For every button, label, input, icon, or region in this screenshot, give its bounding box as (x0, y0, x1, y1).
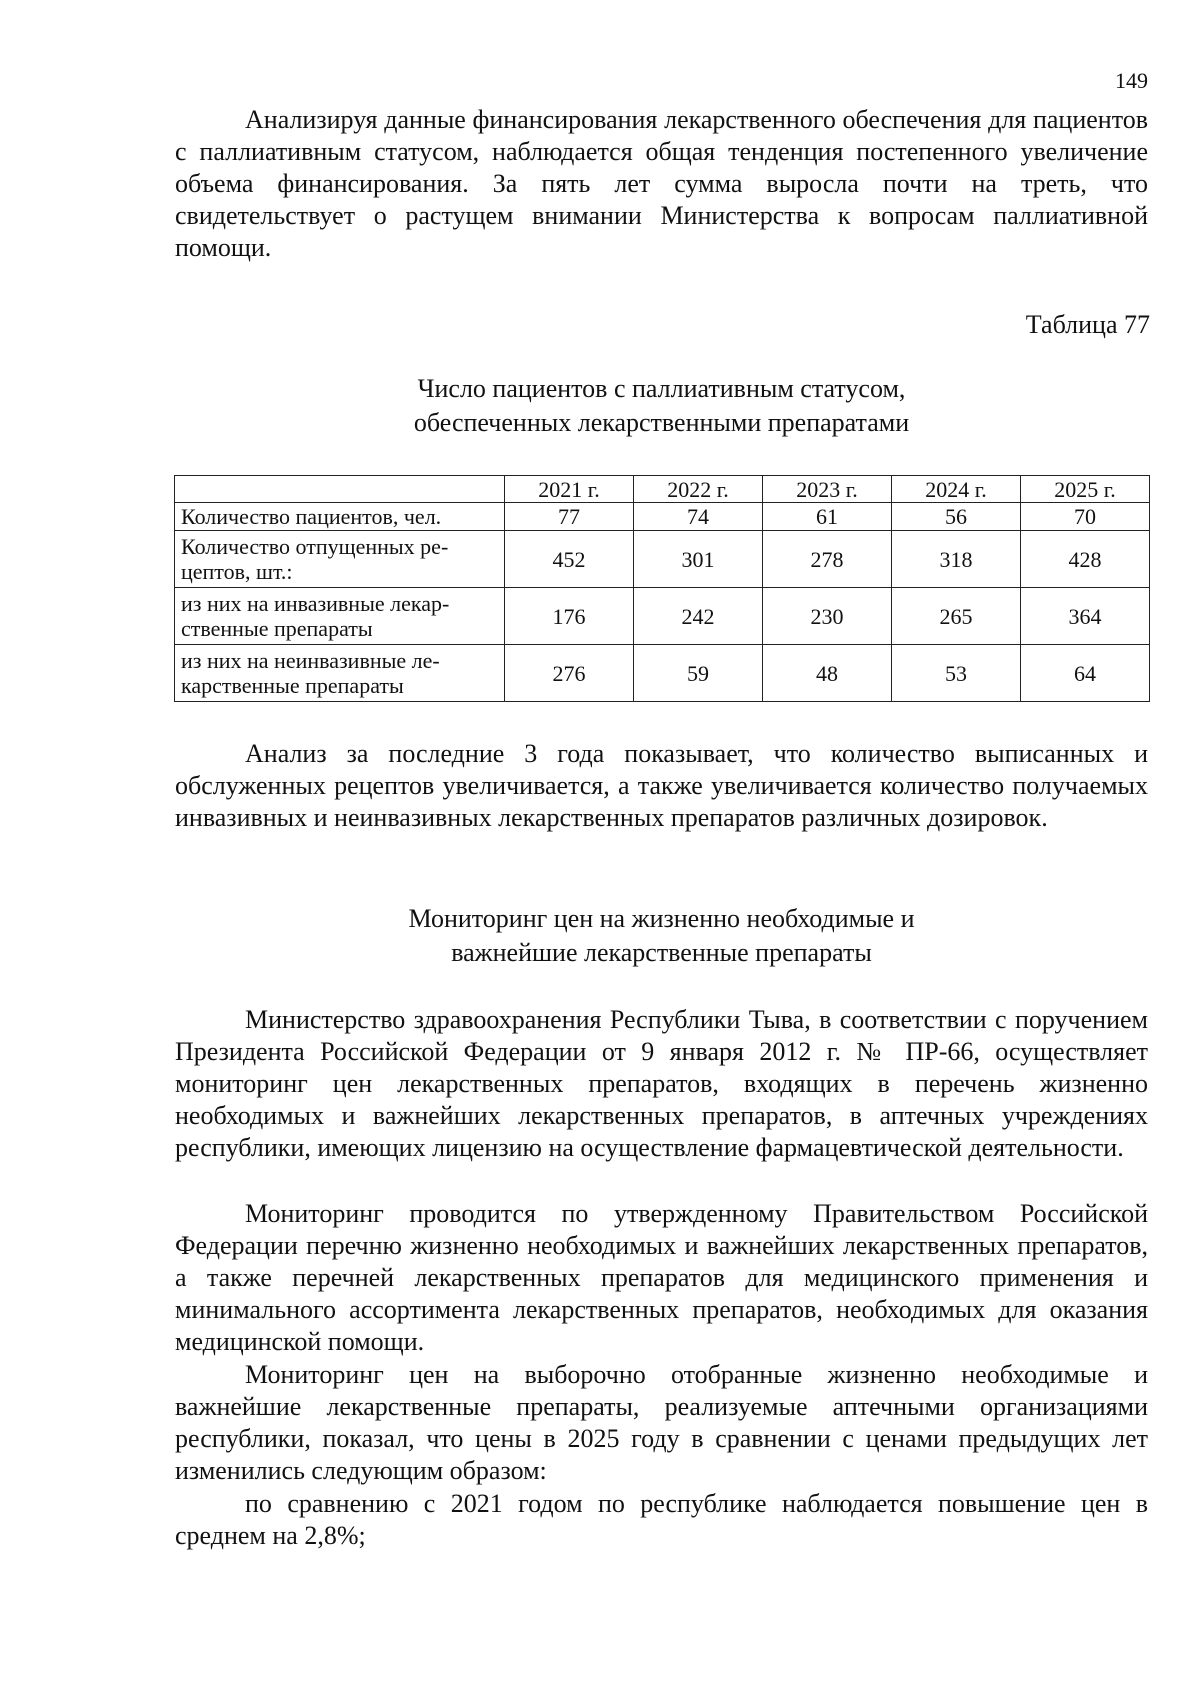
table-cell: 61 (763, 503, 892, 531)
table-cell: 278 (763, 531, 892, 588)
table-row (175, 645, 1150, 702)
table-cell: 452 (505, 531, 634, 588)
section-heading-line-2: важнейшие лекарственные препараты (451, 938, 872, 967)
table-cell: 301 (634, 531, 763, 588)
table-header-row (175, 476, 1150, 503)
paragraph-ministry: Министерство здравоохранения Республики Тыва, в соответствии с поручением Президента Российской Федерации от 9 января 2012 г. № ПР-66, осуществляет мониторинг цен лекарственных препаратов, входящих в перечень жизненно необходимых и важнейших лекарственных препаратов, в аптечных учреждениях республики, имеющих лицензию на осуществление фармацевтической деятельности. (175, 1005, 1148, 1162)
table-cell: 242 (634, 588, 763, 645)
table-cell: 318 (892, 531, 1021, 588)
table-header-year: 2021 г. (505, 476, 634, 503)
table-cell: 70 (1021, 503, 1150, 531)
table-row (175, 588, 1150, 645)
paragraph-price-change: по сравнению с 2021 годом по республике наблюдается повышение цен в среднем на 2,8%; (175, 1489, 1148, 1550)
table-cell: 64 (1021, 645, 1150, 702)
table-row-label: из них на инвазивные лекарственные препараты (175, 588, 505, 645)
table-cell: 77 (505, 503, 634, 531)
table-header-year: 2024 г. (892, 476, 1021, 503)
paragraph-financing: Анализируя данные финансирования лекарственного обеспечения для пациентов с паллиативным статусом, наблюдается общая тенденция постепенного увеличение объема финансирования. За пять лет сумма выросла почти на треть, что свидетельствует о растущем внимании Министерства к вопросам паллиативной помощи. (175, 105, 1148, 262)
table-header-empty (175, 476, 505, 503)
table-row (175, 531, 1150, 588)
table-cell: 74 (634, 503, 763, 531)
table-title-line-2: обеспеченных лекарственными препаратами (413, 408, 910, 437)
paragraph-analysis: Анализ за последние 3 года показывает, что количество выписанных и обслуженных рецептов увеличивается, а также увеличивается количество получаемых инвазивных и неинвазивных лекарственных препаратов различных дозировок. (175, 739, 1148, 832)
paragraph-monitoring-list: Мониторинг проводится по утвержденному Правительством Российской Федерации перечню жизненно необходимых и важнейших лекарственных препаратов, а также перечней лекарственных препаратов для медицинского применения и минимального ассортимента лекарственных препаратов, необходимых для оказания медицинской помощи. (175, 1199, 1148, 1356)
table-cell: 48 (763, 645, 892, 702)
table-row-label: из них на неинвазивные лекарственные препараты (175, 645, 505, 702)
section-heading-line-1: Мониторинг цен на жизненно необходимые и (408, 904, 915, 933)
table-cell: 364 (1021, 588, 1150, 645)
table-title-line-1: Число пациентов с паллиативным статусом, (417, 374, 906, 403)
paragraph-monitoring-results: Мониторинг цен на выборочно отобранные жизненно необходимые и важнейшие лекарственные препараты, реализуемые аптечными организациями республики, показал, что цены в 2025 году в сравнении с ценами предыдущих лет изменились следующим образом: (175, 1360, 1148, 1485)
table-cell: 53 (892, 645, 1021, 702)
table-cell: 230 (763, 588, 892, 645)
table-cell: 276 (505, 645, 634, 702)
table-row-label: Количество отпущенных рецептов, шт.: (175, 531, 505, 588)
page-number: 149 (1115, 68, 1148, 93)
table-header-year: 2022 г. (634, 476, 763, 503)
table-cell: 59 (634, 645, 763, 702)
table-header-year: 2023 г. (763, 476, 892, 503)
table-cell: 56 (892, 503, 1021, 531)
table-label: Таблица 77 (1025, 310, 1150, 339)
table-cell: 265 (892, 588, 1021, 645)
section-heading (175, 902, 1148, 970)
table-cell: 428 (1021, 531, 1150, 588)
patients-table (174, 475, 1150, 702)
table-row-label: Количество пациентов, чел. (175, 503, 505, 531)
table-cell: 176 (505, 588, 634, 645)
table-row (175, 503, 1150, 531)
table-header-year: 2025 г. (1021, 476, 1150, 503)
table-title (175, 372, 1148, 440)
